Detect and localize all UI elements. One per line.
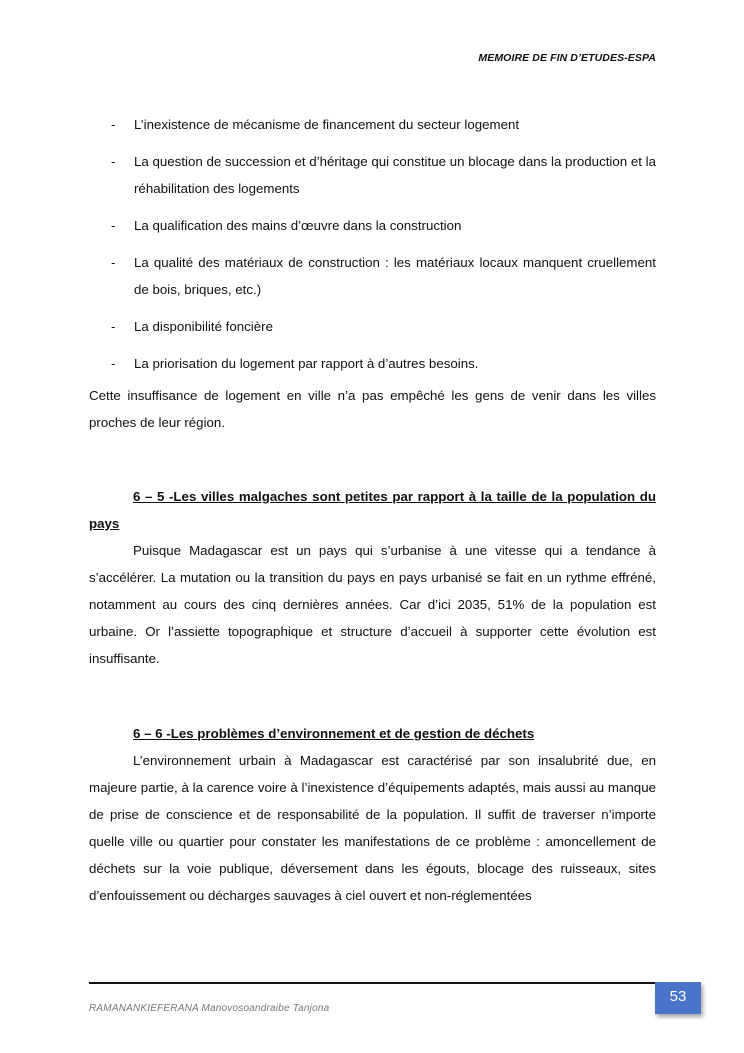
bullet-dash: - xyxy=(111,255,116,270)
list-item xyxy=(89,249,656,303)
bullet-dash: - xyxy=(111,319,116,334)
paragraph: Cette insuffisance de logement en ville n’a pas empêché les gens de venir dans les villes proches de leur région. xyxy=(89,388,656,430)
list-item xyxy=(89,212,656,239)
section-body-6-5: Puisque Madagascar est un pays qui s’urbanise à une vitesse qui a tendance à s’accélérer. La mutation ou la transition du pays en pays urbanisé se fait en un rythme effréné, notamment au cours des cinq dernières années. Car d’ici 2035, 51% de la population est urbaine. Or l’assiette topographique et structure d’accueil à supporter cette évolution est insuffisante. xyxy=(89,543,656,666)
list-item-text: La qualité des matériaux de construction : les matériaux locaux manquent cruellement de bois, briques, etc.) xyxy=(134,255,656,297)
section-heading-6-5: 6 – 5 -Les villes malgaches sont petites par rapport à la taille de la population du pays xyxy=(89,489,656,531)
list-item-text: La qualification des mains d’œuvre dans la construction xyxy=(134,218,462,233)
footer-author: RAMANANKIEFERANA Manovosoandraibe Tanjona xyxy=(89,1003,330,1014)
bullet-dash: - xyxy=(111,117,116,132)
list-item-text: La question de succession et d’héritage qui constitue un blocage dans la production et la réhabilitation des logements xyxy=(134,154,656,196)
list-item xyxy=(89,148,656,202)
bullet-dash: - xyxy=(111,218,116,233)
list-item xyxy=(89,350,656,377)
footer-divider xyxy=(89,982,675,984)
section-body-6-6: L’environnement urbain à Madagascar est caractérisé par son insalubrité due, en majeure partie, à la carence voire à l’inexistence d’équipements adaptés, mais aussi au manque de prise de conscience et de responsabilité de la population. Il suffit de traverser n’importe quelle ville ou quartier pour constater les manifestations de ce problème : amoncellement de déchets sur la voie publique, déversement dans les égouts, blocage des ruisseaux, sites d’enfouissement ou décharges sauvages à ciel ouvert et non-réglementées xyxy=(89,753,656,903)
list-item-text: L’inexistence de mécanisme de financement du secteur logement xyxy=(134,117,520,132)
list-item xyxy=(89,313,656,340)
bullet-dash: - xyxy=(111,154,116,169)
list-item-text: La disponibilité foncière xyxy=(134,319,273,334)
section-heading-6-6: 6 – 6 -Les problèmes d’environnement et de gestion de déchets xyxy=(133,726,535,741)
running-header: MEMOIRE DE FIN D’ETUDES-ESPA xyxy=(478,52,656,64)
list-item-text: La priorisation du logement par rapport à d’autres besoins. xyxy=(134,356,479,371)
bullet-list xyxy=(89,111,656,377)
page-body xyxy=(89,111,656,909)
bullet-dash: - xyxy=(111,356,116,371)
page-number-badge: 53 xyxy=(655,982,701,1014)
list-item xyxy=(89,111,656,138)
